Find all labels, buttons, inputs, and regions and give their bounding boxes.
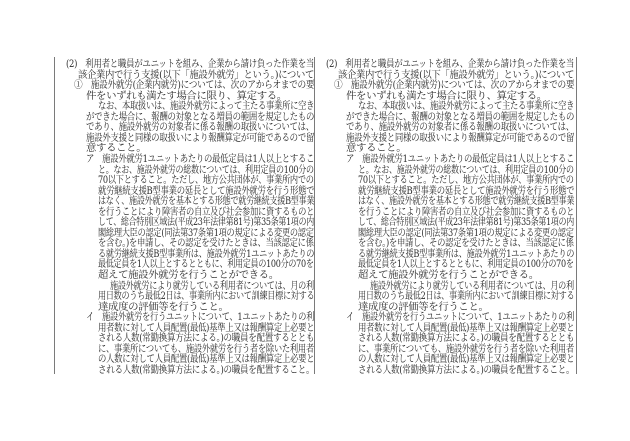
text-line: 用者数に対して人員配置(最低)基準上又は報酬算定上必要と: [358, 321, 575, 334]
text-line: に、事業所についても、施設外就労を行う者を除いた利用者: [98, 342, 314, 355]
text-line: (2) 利用者と職員がユニットを組み、企業から請け負った作業を当: [66, 58, 315, 70]
text-line: 意すること。: [346, 142, 407, 155]
text-line: 就労継続支援B型事業の延長として施設外就労を行う形態で: [358, 184, 575, 197]
text-line: 該企業内で行う支援(以下「施設外就労」という。)について: [338, 68, 575, 81]
text-line: 施設外支援と同様の取扱いにより報酬算定が可能であるので留: [86, 131, 315, 144]
text-line: なお、本取扱いは、施設外就労によって主たる事業所に空き: [358, 100, 575, 113]
text-line: ができた場合に、報酬の対象となる増員の範囲を規定したもの: [86, 110, 315, 123]
text-line: 70以下とすること。ただし、地方公共団体が、事業所内での: [358, 174, 574, 187]
text-line: 件をいずれも満たす場合に限り、算定する。: [346, 89, 547, 102]
text-line: 用日数のうち最低2日は、事業所内において訓練目標に対する: [358, 290, 575, 303]
text-line: される人数(常勤換算方法による。)の職員を配置すること。: [358, 363, 575, 376]
text-line: ア 施設外就労1ユニットあたりの最低定員は1人以上とするこ: [346, 152, 575, 165]
text-line: 超えて施設外就労を行うことができる。: [98, 269, 279, 281]
text-line: 70以下とすること。ただし、地方公共団体が、事業所内での: [98, 174, 314, 187]
text-line: して、総合特別区域法(平成23年法律第81号)第35条第1項の内: [358, 216, 574, 229]
text-line: イ 施設外就労を行うユニットについて、1ユニットあたりの利: [346, 311, 575, 324]
text-line: イ 施設外就労を行うユニットについて、1ユニットあたりの利: [86, 311, 315, 324]
text-line: 意すること。: [86, 142, 147, 155]
text-line: を含む。)を申請し、その認定を受けたときは、当該認定に係: [358, 237, 574, 250]
text-line: を行うことにより障害者の自立及び社会参加に資するものと: [358, 205, 575, 218]
text-line: ができた場合に、報酬の対象となる増員の範囲を規定したもの: [346, 110, 575, 123]
text-line: なお、本取扱いは、施設外就労によって主たる事業所に空き: [98, 100, 315, 113]
text-line: 該企業内で行う支援(以下「施設外就労」という。)について: [78, 68, 315, 81]
text-line: 用者数に対して人員配置(最低)基準上又は報酬算定上必要と: [98, 321, 315, 334]
text-line: ① 施設外就労(企業内就労)については、次のアからオまでの要: [334, 79, 575, 92]
text-line: はなく、施設外就労を基本とする形態で就労継続支援B型事業: [98, 195, 315, 208]
text-line: に、事業所についても、施設外就労を行う者を除いた利用者: [358, 342, 574, 355]
text-line: と。なお、施設外就労の総数については、利用定員の100分の: [358, 163, 574, 176]
text-line: る就労継続支援B型事業所は、施設外就労1ユニットあたりの: [358, 247, 575, 260]
text-line: 閣総理大臣の認定(同法第37条第1項の規定による変更の認定: [98, 226, 314, 239]
text-line: 最低定員を1人以上とするとともに、利用定員の100分の70を: [98, 258, 314, 271]
text-line: を含む。)を申請し、その認定を受けたときは、当該認定に係: [98, 237, 314, 250]
text-line: であり、施設外就労の対象者に係る報酬の取扱いについては、: [346, 121, 574, 134]
text-line: る就労継続支援B型事業所は、施設外就労1ユニットあたりの: [98, 247, 315, 260]
left-border: [54, 57, 55, 374]
text-line: ① 施設外就労(企業内就労)については、次のアからオまでの要: [74, 79, 315, 92]
text-line: 達成度の評価等を行うこと。: [358, 300, 489, 313]
text-line: はなく、施設外就労を基本とする形態で就労継続支援B型事業: [358, 195, 575, 208]
text-line: 超えて施設外就労を行うことができる。: [358, 269, 539, 281]
text-line: と。なお、施設外就労の総数については、利用定員の100分の: [98, 163, 314, 176]
text-line: 最低定員を1人以上とするとともに、利用定員の100分の70を: [358, 258, 574, 271]
text-line: して、総合特別区域法(平成23年法律第81号)第35条第1項の内: [98, 216, 314, 229]
text-line: を行うことにより障害者の自立及び社会参加に資するものと: [98, 205, 315, 218]
text-line: 就労継続支援B型事業の延長として施設外就労を行う形態で: [98, 184, 315, 197]
text-line: ア 施設外就労1ユニットあたりの最低定員は1人以上とするこ: [86, 152, 315, 165]
text-line: (2) 利用者と職員がユニットを組み、企業から請け負った作業を当: [326, 58, 575, 70]
text-line: される人数(常勤換算方法による。)の職員を配置するととも: [98, 332, 315, 345]
text-line: の人数に対して人員配置(最低)基準上又は報酬算定上必要と: [358, 353, 575, 366]
text-line: であり、施設外就労の対象者に係る報酬の取扱いについては、: [86, 121, 314, 134]
text-line: 施設外就労により就労している利用者については、月の利: [110, 279, 314, 292]
text-line: 件をいずれも満たす場合に限り、算定する。: [86, 89, 287, 102]
text-line: の人数に対して人員配置(最低)基準上又は報酬算定上必要と: [98, 353, 315, 366]
text-line: 施設外支援と同様の取扱いにより報酬算定が可能であるので留: [346, 131, 575, 144]
text-line: 達成度の評価等を行うこと。: [98, 300, 229, 313]
text-line: される人数(常勤換算方法による。)の職員を配置するととも: [358, 332, 575, 345]
text-line: される人数(常勤換算方法による。)の職員を配置すること。: [98, 363, 315, 376]
right-border: [576, 57, 577, 374]
text-line: 閣総理大臣の認定(同法第37条第1項の規定による変更の認定: [358, 226, 574, 239]
text-line: 用日数のうち最低2日は、事業所内において訓練目標に対する: [98, 290, 315, 303]
text-line: 施設外就労により就労している利用者については、月の利: [370, 279, 574, 292]
